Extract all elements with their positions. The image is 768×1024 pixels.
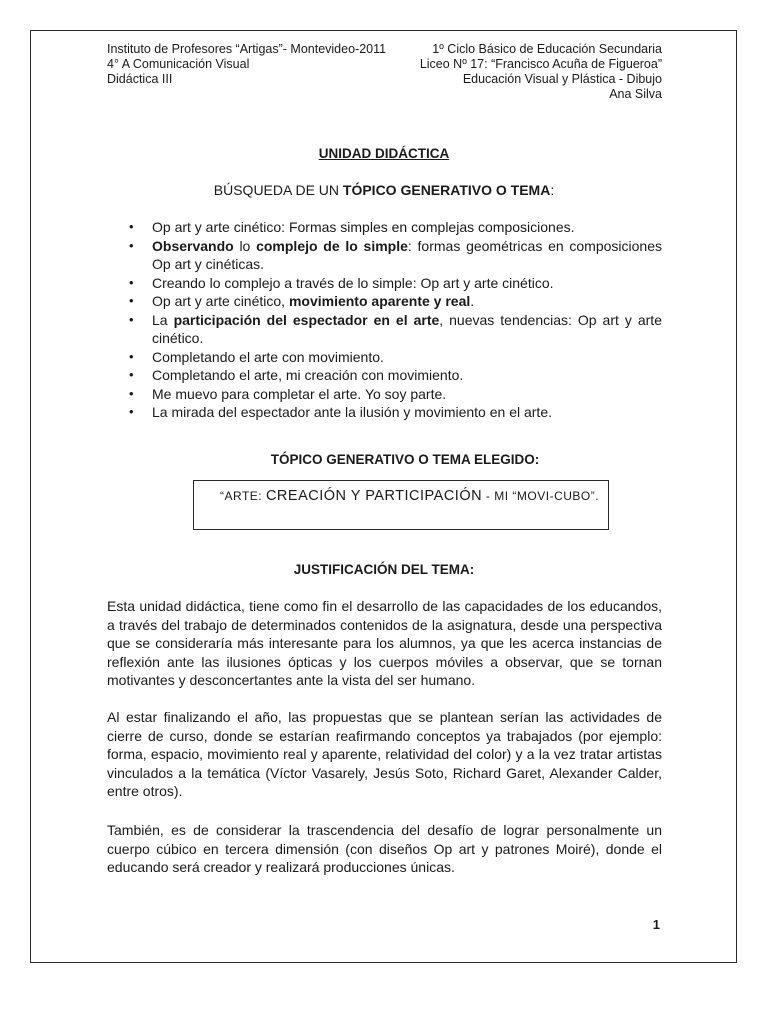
header-course: 4° A Comunicación Visual <box>107 57 250 71</box>
justification-heading: JUSTIFICACIÓN DEL TEMA: <box>293 562 475 577</box>
header-area: Educación Visual y Plástica - Dibujo <box>462 72 662 86</box>
chosen-topic-part2: CREACIÓN Y PARTICIPACIÓN <box>265 488 483 504</box>
topic-text: lo <box>233 237 257 254</box>
topic-text: La <box>152 311 174 328</box>
topic-text: . <box>470 293 475 309</box>
topic-text: Completando el arte con movimiento. <box>152 348 384 365</box>
search-heading-strong: TÓPICO GENERATIVO O TEMA <box>342 182 551 198</box>
topic-text: La mirada del espectador ante la ilusión y movimiento en el arte. <box>152 404 552 420</box>
topic-text: Completando el arte, mi creación con movimiento. <box>152 367 464 383</box>
justification-paragraph: Al estar finalizando el año, las propuestas que se plantean serían las actividades de cierre de curso, donde se estarían reafirmando conceptos ya trabajados (por ejemplo: forma, espacio, movimiento real y aparente, relatividad del color) y a la vez tratar artistas vinculados a la temática (Víctor Vasarely, Jesús Soto, Richard Garet, Alexander Calder, entre otros). <box>107 709 662 799</box>
topic-text: Op art y arte cinético, <box>152 293 289 309</box>
header-cycle: 1º Ciclo Básico de Educación Secundaria <box>432 42 662 56</box>
header-school: Liceo Nº 17: “Francisco Acuña de Figueroa” <box>419 57 662 71</box>
topics-list <box>127 218 662 422</box>
header-subject: Didáctica III <box>107 72 173 86</box>
page-number: 1 <box>652 917 660 932</box>
topic-list-item <box>127 292 662 311</box>
topic-text: Me muevo para completar el arte. Yo soy parte. <box>152 385 447 402</box>
topic-text: : formas geométricas en composiciones Op art y cinéticas. <box>152 237 662 272</box>
topic-list-item <box>127 385 662 404</box>
chosen-topic-heading: TÓPICO GENERATIVO O TEMA ELEGIDO: <box>270 452 540 467</box>
header-institution: Instituto de Profesores “Artigas”- Montevideo-2011 <box>107 42 387 56</box>
topic-list-item <box>127 274 662 293</box>
topic-text: Creando lo complejo a través de lo simple: Op art y arte cinético. <box>152 274 554 291</box>
topic-list-item <box>127 403 662 422</box>
topic-text: , nuevas tendencias: Op art y arte cinético. <box>152 311 662 346</box>
topic-bold-text: Observando <box>152 237 234 254</box>
topic-bold-text: participación del espectador en el arte <box>173 311 440 328</box>
header-left <box>107 42 386 87</box>
topic-list-item <box>127 311 662 348</box>
chosen-topic-part3: - MI “MOVI-CUBO”. <box>482 489 600 503</box>
topic-text: Op art y arte cinético: Formas simples en complejas composiciones. <box>152 219 575 235</box>
chosen-topic-text <box>220 487 599 505</box>
search-heading-prefix: BÚSQUEDA DE UN <box>213 182 343 198</box>
justification-paragraph: También, es de considerar la trascendencia del desafío de lograr personalmente un cuerpo cúbico en tercera dimensión (con diseños Op art y patrones Moiré), donde el educando será creador y realizará producciones únicas. <box>107 822 662 875</box>
search-heading-suffix: : <box>550 182 555 198</box>
search-heading <box>0 182 768 198</box>
topic-list-item <box>127 237 662 274</box>
document-title: UNIDAD DIDÁCTICA <box>318 146 450 161</box>
header-author: Ana Silva <box>609 87 662 101</box>
topic-bold-text: complejo de lo simple <box>256 237 408 254</box>
topic-bold-text: movimiento aparente y real <box>288 293 471 309</box>
header-right <box>420 42 662 102</box>
topic-list-item <box>127 348 662 367</box>
justification-paragraph: Esta unidad didáctica, tiene como fin el desarrollo de las capacidades de los educandos, a través del trabajo de determinados contenidos de la asignatura, desde una perspectiva que se consideraría más interesante para los alumnos, ya que les acerca instancias de reflexión ante las ilusiones ópticas y los cuerpos móviles a observar, que se tornan motivantes y desconcertantes ante la vista del ser humano. <box>107 598 662 688</box>
chosen-topic-part1: “ARTE: <box>220 489 266 503</box>
topic-list-item <box>127 366 662 385</box>
topic-list-item <box>127 218 662 237</box>
chosen-topic-box <box>193 480 609 530</box>
